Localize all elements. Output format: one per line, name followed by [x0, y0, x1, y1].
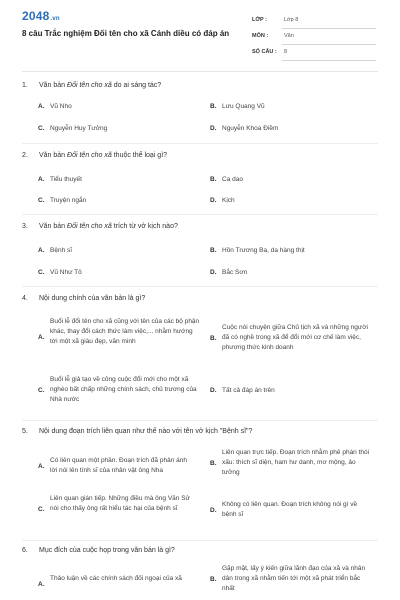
option-text: Cuộc nói chuyện giữa Chủ tịch xã và những người đã có nghề trong xã để đổi mới cơ chế làm việc, phương thức kinh doanh [222, 324, 368, 351]
stem-text: Văn bản [39, 223, 68, 230]
option-letter: A. [38, 103, 45, 110]
option-a[interactable] [38, 574, 188, 596]
option-text: Lưu Quang Vũ [222, 103, 265, 110]
question-stem [22, 82, 161, 89]
meta-value: Lớp 8 [284, 17, 299, 23]
option-text: Nguyễn Huy Tưởng [50, 125, 108, 132]
option-text: Buổi lễ giả tạo về công cuộc đổi mới cho một xã nghèo bất chấp những chính sách, chủ trương của Nhà nước [50, 376, 197, 403]
logo-text: 2048 [22, 9, 50, 23]
meta-label: LỚP : [252, 17, 267, 23]
option-text: Gặp mặt, lấy ý kiến giữa lãnh đạo của xã và nhân dân trong xã nhằm tiến tới một xã phát triển bắc nhất [222, 565, 366, 592]
stem-title: Đổi tên cho xã [67, 82, 112, 89]
stem-text: do ai sáng tác? [111, 82, 162, 89]
option-letter: D. [210, 507, 217, 514]
question-divider [22, 540, 378, 541]
option-d[interactable] [210, 268, 368, 278]
question-stem [22, 547, 175, 554]
option-text: Ca dao [222, 176, 243, 183]
question-stem [22, 428, 252, 435]
stem-text: trích từ vở kịch nào? [111, 223, 178, 230]
option-a[interactable] [38, 102, 188, 112]
option-letter: B. [210, 335, 217, 342]
option-letter: B. [210, 176, 217, 183]
option-b[interactable] [210, 102, 368, 112]
option-c[interactable] [38, 196, 188, 206]
question-5 [0, 428, 400, 536]
option-text: Vũ Nho [50, 103, 72, 110]
option-text: Truyện ngắn [50, 197, 87, 204]
option-letter: A. [38, 334, 45, 341]
option-a[interactable] [38, 317, 200, 359]
meta-underline [282, 44, 376, 45]
option-text: Tiểu thuyết [50, 176, 82, 183]
meta-label: SỐ CÂU : [252, 49, 277, 55]
option-letter: A. [38, 463, 45, 470]
option-letter: D. [210, 387, 217, 394]
option-b[interactable] [210, 323, 368, 355]
logo-suffix: .vn [50, 16, 60, 22]
question-stem [22, 152, 167, 159]
option-d[interactable] [210, 386, 368, 396]
option-d[interactable] [210, 196, 368, 206]
option-letter: A. [38, 247, 45, 254]
question-1 [0, 82, 400, 140]
meta-underline [282, 60, 376, 61]
option-c[interactable] [38, 494, 188, 526]
option-c[interactable] [38, 375, 197, 407]
option-a[interactable] [38, 175, 188, 185]
option-letter: C. [38, 269, 45, 276]
stem-title: Đổi tên cho xã [67, 223, 112, 230]
question-number: 5. [22, 428, 28, 435]
option-text: Bệnh sĩ [50, 247, 73, 254]
option-c[interactable] [38, 268, 188, 278]
stem-text: Văn bản [39, 152, 68, 159]
stem-text: Mục đích của cuộc họp trong văn bản là gì? [39, 547, 175, 554]
question-divider [22, 286, 378, 287]
option-b[interactable] [210, 448, 368, 480]
question-number: 4. [22, 295, 28, 302]
question-number: 1. [22, 82, 28, 89]
question-number: 3. [22, 223, 28, 230]
option-letter: B. [210, 103, 217, 110]
option-text: Không có liên quan. Đoạn trích không nói gì về bệnh sĩ [222, 501, 358, 518]
stem-title: Đổi tên cho xã [67, 152, 112, 159]
option-letter: A. [38, 176, 45, 183]
option-letter: C. [38, 125, 45, 132]
option-text: Liên quan trực tiếp. Đoạn trích nhằm phê phán thói xấu: thích sĩ diện, ham hư danh, mơ mộng, ảo tưởng [222, 449, 370, 476]
option-letter: D. [210, 269, 217, 276]
question-4 [0, 295, 400, 415]
site-logo[interactable] [22, 9, 60, 23]
header [0, 0, 400, 66]
question-divider [22, 214, 378, 215]
option-letter: C. [38, 387, 45, 394]
option-a[interactable] [38, 246, 188, 256]
option-text: Kịch [222, 197, 235, 204]
option-letter: D. [210, 125, 217, 132]
header-divider [22, 71, 378, 72]
question-stem [22, 223, 178, 230]
option-text: Thảo luận về các chính sách đối ngoại của xã [50, 575, 182, 582]
meta-value: 8 [284, 49, 288, 55]
question-6 [0, 547, 400, 600]
question-divider [22, 420, 378, 421]
question-3 [0, 223, 400, 281]
stem-text: Văn bản [39, 82, 68, 89]
meta-underline [282, 28, 376, 29]
option-text: Bắc Sơn [222, 269, 248, 276]
option-text: Liên quan gián tiếp. Những điều mà ông Văn Sử nói cho thấy ông rất hiểu tác hại của bệnh sĩ [50, 495, 190, 512]
option-text: Nguyễn Khoa Điềm [222, 125, 279, 132]
option-c[interactable] [38, 124, 188, 134]
option-d[interactable] [210, 500, 368, 522]
stem-text: Nội dung chính của văn bản là gì? [39, 295, 146, 302]
option-b[interactable] [210, 175, 368, 185]
meta-label: MÔN : [252, 33, 269, 39]
option-letter: A. [38, 581, 45, 588]
option-letter: D. [210, 197, 217, 204]
option-text: Buổi lễ đổi tên cho xã cũng với tên của các bộ phận khác, thay đổi cách thức làm việc,... nhằm hướng tới một xã giàu đẹp, văn minh [50, 318, 200, 345]
page-title: 8 câu Trắc nghiệm Đối tên cho xã Cánh diều có đáp án [22, 29, 230, 38]
option-b[interactable] [210, 246, 368, 256]
meta-row-count [252, 46, 376, 61]
option-text: Vũ Như Tô [50, 269, 82, 276]
option-letter: B. [210, 576, 217, 583]
option-d[interactable] [210, 124, 368, 134]
option-text: Có liên quan một phần. Đoạn trích đã phản ánh lời nói lên tính sĩ của nhân vật ông Nha [50, 457, 187, 474]
meta-value: Văn [284, 33, 294, 39]
meta-row-class [252, 14, 376, 29]
question-2 [0, 152, 400, 210]
question-stem [22, 295, 145, 302]
option-letter: B. [210, 247, 217, 254]
option-a[interactable] [38, 456, 188, 478]
stem-text: thuộc thể loại gì? [111, 152, 168, 159]
option-b[interactable] [210, 564, 368, 596]
meta-row-subject [252, 30, 376, 45]
option-text: Hồn Trương Ba, da hàng thịt [222, 247, 305, 254]
option-letter: C. [38, 197, 45, 204]
question-divider [22, 143, 378, 144]
option-text: Tất cả đáp án trên [222, 387, 275, 394]
question-number: 2. [22, 152, 28, 159]
question-number: 6. [22, 547, 28, 554]
stem-text: Nội dung đoạn trích liên quan như thế nào với tên vở kịch "Bệnh sĩ"? [39, 428, 253, 435]
option-letter: C. [38, 506, 45, 513]
option-letter: B. [210, 460, 217, 467]
